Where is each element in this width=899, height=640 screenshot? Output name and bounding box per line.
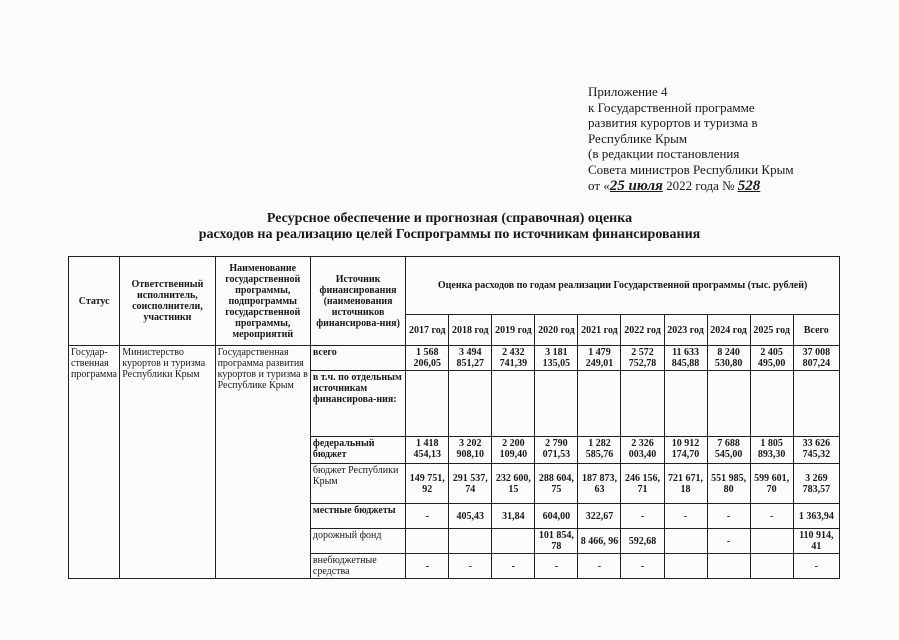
year-header: 2021 год [578, 315, 621, 346]
total-cell: 1 363,94 [793, 504, 839, 529]
year-header: 2024 год [707, 315, 750, 346]
total-cell [793, 371, 839, 437]
date-prefix: от « [588, 177, 610, 193]
value-cell: 592,68 [621, 529, 664, 554]
table-row [69, 346, 840, 371]
year-header: 2019 год [492, 315, 535, 346]
value-cell: 322,67 [578, 504, 621, 529]
value-cell: 3 494 851,27 [449, 346, 492, 371]
source-cell: в т.ч. по отдельным источникам финансирова-ния: [310, 371, 405, 437]
value-cell: 291 537, 74 [449, 464, 492, 504]
appendix-line: Совета министров Республики Крым [588, 161, 794, 177]
value-cell: 7 688 545,00 [707, 437, 750, 464]
value-cell: 8 466, 96 [578, 529, 621, 554]
value-cell: - [621, 554, 664, 579]
year-header: 2020 год [535, 315, 578, 346]
header-status: Статус [69, 257, 120, 346]
year-header: 2022 год [621, 315, 664, 346]
value-cell: 1 418 454,13 [406, 437, 449, 464]
value-cell [707, 371, 750, 437]
value-cell: 599 601, 70 [750, 464, 793, 504]
value-cell [492, 529, 535, 554]
value-cell [750, 371, 793, 437]
value-cell: 405,43 [449, 504, 492, 529]
value-cell: 2 572 752,78 [621, 346, 664, 371]
value-cell [621, 371, 664, 437]
value-cell: - [707, 504, 750, 529]
financing-table [68, 256, 840, 579]
source-cell: местные бюджеты [310, 504, 405, 529]
value-cell: 3 202 908,10 [449, 437, 492, 464]
header-source: Источник финансирования (наименования источников финансирова-ния) [310, 257, 405, 346]
handwritten-number: 528 [737, 177, 761, 194]
total-cell: 110 914, 41 [793, 529, 839, 554]
value-cell: 1 568 206,05 [406, 346, 449, 371]
appendix-line: Приложение 4 [588, 84, 668, 99]
title-line-2: расходов на реализацию целей Госпрограммы по источникам финансирования [198, 227, 701, 242]
value-cell: - [492, 554, 535, 579]
value-cell: 604,00 [535, 504, 578, 529]
value-cell: 288 604, 75 [535, 464, 578, 504]
appendix-line: Республике Крым [588, 130, 688, 146]
value-cell: - [750, 504, 793, 529]
value-cell: 2 790 071,53 [535, 437, 578, 464]
value-cell: 551 985, 80 [707, 464, 750, 504]
appendix-line: (в редакции постановления [588, 146, 740, 162]
value-cell: - [707, 529, 750, 554]
header-executor: Ответственный исполнитель, соисполнители, участники [120, 257, 215, 346]
value-cell: - [406, 554, 449, 579]
source-cell: всего [310, 346, 405, 371]
value-cell: - [578, 554, 621, 579]
value-cell: 8 240 530,80 [707, 346, 750, 371]
value-cell: 11 633 845,88 [664, 346, 707, 371]
title-line-1: Ресурсное обеспечение и прогнозная (справочная) оценка [266, 211, 633, 226]
total-cell: 37 008 807,24 [793, 346, 839, 371]
value-cell: 2 405 495,00 [750, 346, 793, 371]
value-cell: - [535, 554, 578, 579]
value-cell [406, 371, 449, 437]
value-cell [449, 371, 492, 437]
header-name: Наименование государственной программы, подпрограммы государственной программы, мероприятий [215, 257, 310, 346]
year-header: 2023 год [664, 315, 707, 346]
value-cell: 721 671, 18 [664, 464, 707, 504]
value-cell: - [664, 504, 707, 529]
date-suffix: 2022 года № [662, 177, 738, 193]
value-cell: 2 200 109,40 [492, 437, 535, 464]
value-cell: 3 181 135,05 [535, 346, 578, 371]
value-cell: - [449, 554, 492, 579]
appendix-date-line [588, 178, 888, 195]
value-cell [750, 554, 793, 579]
value-cell [707, 554, 750, 579]
executor-cell: Министерство курортов и туризма Республики Крым [120, 346, 215, 579]
appendix-line: развития курортов и туризма в [588, 115, 758, 131]
source-cell: дорожный фонд [310, 529, 405, 554]
value-cell [535, 371, 578, 437]
value-cell: 31,84 [492, 504, 535, 529]
source-cell: федеральный бюджет [310, 437, 405, 464]
appendix-line: к Государственной программе [588, 99, 755, 115]
value-cell: 10 912 174,70 [664, 437, 707, 464]
total-header: Всего [793, 315, 839, 346]
value-cell: 1 479 249,01 [578, 346, 621, 371]
header-row [69, 257, 840, 315]
value-cell: 2 326 003,40 [621, 437, 664, 464]
value-cell: 101 854, 78 [535, 529, 578, 554]
value-cell: 2 432 741,39 [492, 346, 535, 371]
value-cell: 149 751, 92 [406, 464, 449, 504]
status-cell: Государ-ственная программа [69, 346, 120, 579]
year-header: 2017 год [406, 315, 449, 346]
value-cell: 232 600, 15 [492, 464, 535, 504]
value-cell [750, 529, 793, 554]
header-estimate: Оценка расходов по годам реализации Государственной программы (тыс. рублей) [406, 257, 840, 315]
total-cell: - [793, 554, 839, 579]
value-cell [664, 529, 707, 554]
total-cell: 3 269 783,57 [793, 464, 839, 504]
value-cell: 1 282 585,76 [578, 437, 621, 464]
value-cell [492, 371, 535, 437]
value-cell [406, 529, 449, 554]
value-cell [578, 371, 621, 437]
total-cell: 33 626 745,32 [793, 437, 839, 464]
value-cell: 1 805 893,30 [750, 437, 793, 464]
value-cell: - [621, 504, 664, 529]
appendix-block [588, 84, 888, 194]
source-cell: внебюджетные средства [310, 554, 405, 579]
program-name-cell: Государственная программа развития курортов и туризма в Республике Крым [215, 346, 310, 579]
year-header: 2018 год [449, 315, 492, 346]
year-header: 2025 год [750, 315, 793, 346]
value-cell: 246 156, 71 [621, 464, 664, 504]
document-title [0, 211, 899, 243]
value-cell [664, 371, 707, 437]
value-cell: - [406, 504, 449, 529]
value-cell [664, 554, 707, 579]
value-cell [449, 529, 492, 554]
source-cell: бюджет Республики Крым [310, 464, 405, 504]
handwritten-date: 25 июля [609, 177, 663, 194]
value-cell: 187 873, 63 [578, 464, 621, 504]
